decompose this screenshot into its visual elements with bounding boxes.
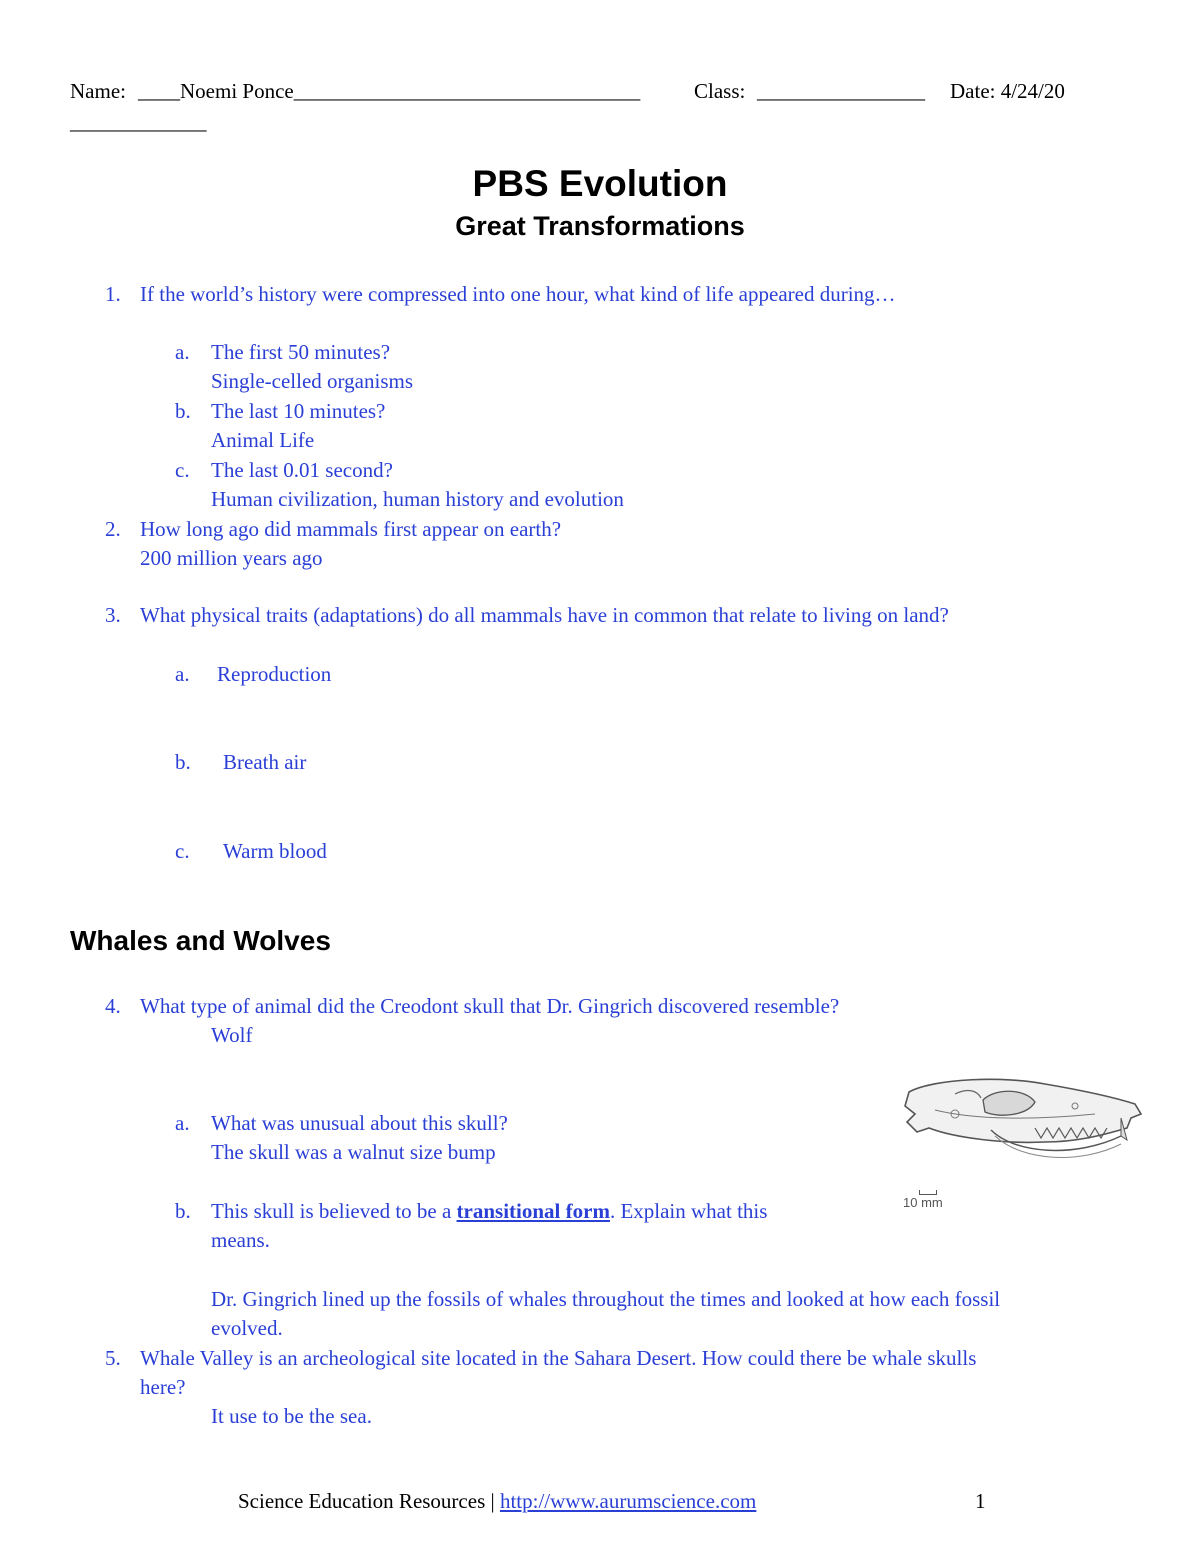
q4-answer[interactable]: Wolf (211, 1023, 253, 1047)
q4b-answer-line1[interactable]: Dr. Gingrich lined up the fossils of whales throughout the times and looked at how each fossil (211, 1287, 1001, 1311)
q3a-answer[interactable]: Reproduction (217, 662, 332, 686)
q2-number: 2. (105, 517, 121, 541)
q4b-letter: b. (175, 1199, 191, 1223)
q4b-answer-line2[interactable]: evolved. (211, 1316, 283, 1340)
q1b-letter: b. (175, 399, 191, 423)
class-label: Class: (694, 79, 746, 103)
footer-text: Science Education Resources | (238, 1489, 500, 1513)
q4a-letter: a. (175, 1111, 190, 1135)
q5-text-line1: Whale Valley is an archeological site located in the Sahara Desert. How could there be whale skulls (140, 1346, 977, 1370)
q3-text: What physical traits (adaptations) do all mammals have in common that relate to living on land? (140, 603, 949, 627)
q1c-letter: c. (175, 458, 190, 482)
page-title: PBS Evolution (472, 163, 728, 204)
q1c-question: The last 0.01 second? (211, 458, 393, 482)
q5-text-line2: here? (140, 1375, 186, 1399)
creodont-skull-illustration (895, 1070, 1150, 1175)
class-field[interactable]: ________________ (757, 79, 925, 103)
q3b-letter: b. (175, 750, 191, 774)
q1c-answer[interactable]: Human civilization, human history and evolution (211, 487, 624, 511)
q4b-question-post: . Explain what this (609, 1199, 768, 1223)
scale-bar-label (903, 1190, 943, 1210)
q3a-letter: a. (175, 662, 190, 686)
q1a-letter: a. (175, 340, 190, 364)
q1a-answer[interactable]: Single-celled organisms (211, 369, 413, 393)
q4b-question-line2: means. (211, 1228, 270, 1252)
q4-text: What type of animal did the Creodont skull that Dr. Gingrich discovered resemble? (140, 994, 840, 1018)
q4b-question-pre: This skull is believed to be a (211, 1199, 457, 1223)
q5-number: 5. (105, 1346, 121, 1370)
q4a-answer[interactable]: The skull was a walnut size bump (211, 1140, 496, 1164)
q5-answer[interactable]: It use to be the sea. (211, 1404, 372, 1428)
q3b-answer[interactable]: Breath air (223, 750, 307, 774)
q1-number: 1. (105, 282, 121, 306)
page-subtitle: Great Transformations (455, 211, 745, 241)
date-underline: _____________ (70, 110, 207, 134)
q1b-answer[interactable]: Animal Life (211, 428, 315, 452)
q1b-question: The last 10 minutes? (211, 399, 386, 423)
q3-number: 3. (105, 603, 121, 627)
name-field[interactable]: ____Noemi Ponce_________________________________ (138, 79, 641, 103)
name-label: Name: (70, 79, 126, 103)
q4-number: 4. (105, 994, 121, 1018)
q4b-question (211, 1197, 767, 1226)
footer-link[interactable]: http://www.aurumscience.com (499, 1489, 757, 1513)
q1a-question: The first 50 minutes? (211, 340, 391, 364)
q3c-answer[interactable]: Warm blood (223, 839, 327, 863)
q1-text: If the world’s history were compressed into one hour, what kind of life appeared during… (140, 282, 896, 306)
q2-text: How long ago did mammals first appear on earth? (140, 517, 562, 541)
page-number: 1 (975, 1489, 986, 1513)
date-field[interactable]: Date: 4/24/20 (950, 79, 1065, 103)
footer-label (238, 1487, 756, 1516)
q3c-letter: c. (175, 839, 190, 863)
section-heading: Whales and Wolves (70, 925, 331, 956)
scale-text: 10 mm (903, 1195, 943, 1210)
transitional-form-link[interactable]: transitional form (456, 1199, 610, 1223)
q4a-question: What was unusual about this skull? (211, 1111, 508, 1135)
q2-answer[interactable]: 200 million years ago (140, 546, 323, 570)
